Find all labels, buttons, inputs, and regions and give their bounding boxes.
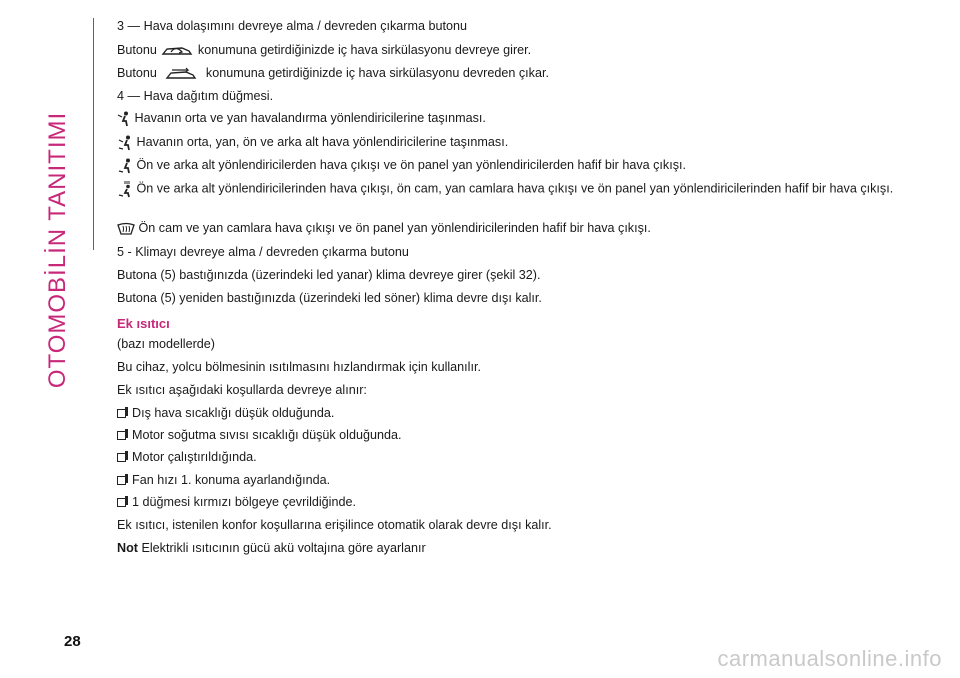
list-item: 1 düğmesi kırmızı bölgeye çevrildiğinde. (117, 494, 356, 510)
text-line: 3 — Hava dolaşımını devreye alma / devreden çıkarma butonu (117, 19, 468, 33)
text-line: Butonu konumuna getirdiğinizde iç hava sirkülasyonu devreye girer. (117, 43, 532, 57)
vent-feet-defrost-icon (117, 180, 133, 198)
note-text: Elektrikli ısıtıcının gücü akü voltajına göre ayarlanır (141, 541, 426, 555)
text-line: 4 — Hava dağıtım düğmesi. (117, 89, 274, 103)
recirculation-car-icon (160, 44, 194, 58)
section-title-vertical: OTOMOBİLİN TANITIMI (44, 111, 71, 389)
text-line: Butona (5) bastığınızda (üzerindeki led yanar) klima devreye girer (şekil 32). (117, 268, 541, 282)
windshield-defrost-icon (117, 222, 135, 236)
text-line: Ön cam ve yan camlara hava çıkışı ve ön panel yan yönlendiricilerinden hafif bir hava çıkışı. (117, 220, 651, 236)
page-number: 28 (64, 633, 81, 650)
list-item: Motor çalıştırıldığında. (117, 449, 257, 465)
checkbox-bullet-icon (117, 453, 126, 462)
checkbox-bullet-icon (117, 431, 126, 440)
text-line: Ön ve arka alt yönlendiricilerden hava çıkışı ve ön panel yan yönlendiricilerden hafif bir hava çıkışı. (117, 157, 686, 174)
text-line: (bazı modellerde) (117, 337, 215, 351)
list-item: Fan hızı 1. konuma ayarlandığında. (117, 472, 330, 488)
list-item: Dış hava sıcaklığı düşük olduğunda. (117, 405, 334, 421)
vent-feet-icon (117, 158, 133, 174)
text-line: Havanın orta, yan, ön ve arka alt hava yönlendiricilerine taşınması. (117, 134, 508, 151)
text-line: Butonu konumuna getirdiğinizde iç hava sirkülasyonu devreden çıkar. (117, 66, 549, 80)
checkbox-bullet-icon (117, 409, 126, 418)
text-line: Havanın orta ve yan havalandırma yönlendiricilerine taşınması. (117, 110, 486, 127)
checkbox-bullet-icon (117, 498, 126, 507)
vent-face-feet-icon (117, 135, 133, 151)
text-line: 5 - Klimayı devreye alma / devreden çıkarma butonu (117, 245, 409, 259)
text-line: Ek ısıtıcı aşağıdaki koşullarda devreye alınır: (117, 383, 367, 397)
checkbox-bullet-icon (117, 476, 126, 485)
note-label: Not (117, 541, 138, 555)
text-line: Bu cihaz, yolcu bölmesinin ısıtılmasını hızlandırmak için kullanılır. (117, 360, 481, 374)
section-heading: Ek ısıtıcı (117, 316, 170, 331)
text-line: Butona (5) yeniden bastığınızda (üzerindeki led söner) klima devre dışı kalır. (117, 291, 542, 305)
note-line (117, 540, 426, 556)
watermark: carmanualsonline.info (717, 646, 942, 671)
text-line: Ek ısıtıcı, istenilen konfor koşullarına erişilince otomatik olarak devre dışı kalır. (117, 518, 552, 532)
fresh-air-car-icon (164, 67, 198, 81)
list-item: Motor soğutma sıvısı sıcaklığı düşük olduğunda. (117, 427, 402, 443)
text-paragraph: Ön ve arka alt yönlendiricilerinden hava çıkışı, ön cam, yan camlara hava çıkışı ve ön panel yan yönlendiricilerinden hafif bir hava çıkışı. (117, 180, 907, 198)
section-rule (93, 18, 94, 250)
vent-face-icon (117, 111, 131, 127)
